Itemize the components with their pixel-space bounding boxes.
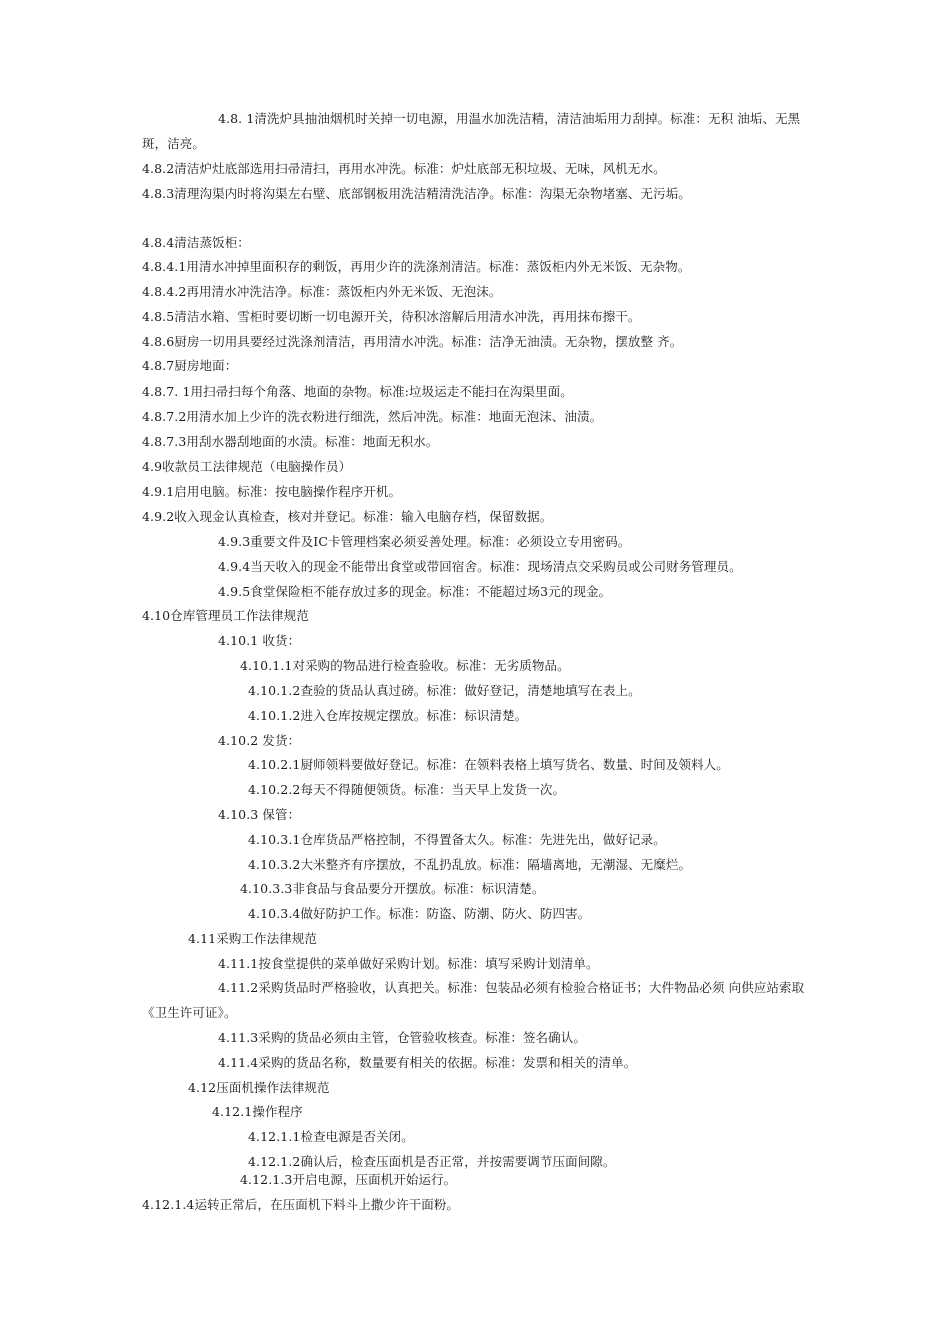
paragraph-4-10-3-1: 4.10.3.1仓库货品严格控制，不得置备太久。标准：先进先出，做好记录。 [248,832,666,847]
paragraph-4-8-7: 4.8.7厨房地面： [142,358,238,373]
paragraph-4-12-1-2: 4.12.1.2确认后，检查压面机是否正常，并按需要调节压面间隙。 [248,1154,616,1169]
paragraph-4-12-1-4: 4.12.1.4运转正常后，在压面机下料斗上撒少许干面粉。 [142,1197,460,1212]
paragraph-4-11-1: 4.11.1按食堂提供的菜单做好采购计划。标准：填写采购计划清单。 [218,956,599,971]
paragraph-4-10-3-2: 4.10.3.2大米整齐有序摆放，不乱扔乱放。标准：隔墙离地，无潮湿、无糜烂。 [248,857,692,872]
paragraph-4-8-6: 4.8.6厨房一切用具要经过洗涤剂清洁，再用清水冲洗。标准：洁净无油渍。无杂物，摆放整 齐。 [142,334,683,349]
section-heading-4-12: 4.12压面机操作法律规范 [188,1080,330,1095]
paragraph-4-9-3: 4.9.3重要文件及IC卡管理档案必须妥善处理。标准：必须设立专用密码。 [218,534,631,549]
paragraph-4-10-1-2b: 4.10.1.2进入仓库按规定摆放。标准：标识清楚。 [248,708,528,723]
paragraph-4-9-2: 4.9.2收入现金认真检查，核对并登记。标准：输入电脑存档，保留数据。 [142,509,553,524]
paragraph-4-8-3: 4.8.3清理沟渠内时将沟渠左右壁、底部钢板用洗洁精清洗洁净。标准：沟渠无杂物堵塞、无污垢。 [142,186,691,201]
paragraph-4-12-1-1: 4.12.1.1检查电源是否关闭。 [248,1129,414,1144]
paragraph-4-10-1-2a: 4.10.1.2查验的货品认真过磅。标准：做好登记，清楚地填写在表上。 [248,683,641,698]
paragraph-4-8-4-2: 4.8.4.2再用清水冲洗洁净。标准：蒸饭柜内外无米饭、无泡沫。 [142,284,502,299]
paragraph-4-8-4: 4.8.4清洁蒸饭柜： [142,235,250,250]
section-heading-4-11: 4.11采购工作法律规范 [188,931,318,946]
paragraph-4-12-1-3: 4.12.1.3开启电源，压面机开始运行。 [240,1172,457,1187]
paragraph-4-10-3-4: 4.10.3.4做好防护工作。标准：防盗、防潮、防火、防四害。 [248,906,591,921]
paragraph-4-10-2-2: 4.10.2.2每天不得随便领货。标准：当天早上发货一次。 [248,782,566,797]
paragraph-4-10-1-1: 4.10.1.1对采购的物品进行检查验收。标准：无劣质物品。 [240,658,570,673]
paragraph-4-8-1: 4.8. 1清洗炉具抽油烟机时关掉一切电源，用温水加洗洁精，清洁油垢用力刮掉。标准：无积 油垢、无黑斑，洁亮。 [142,111,801,151]
subheading-4-10-3: 4.10.3 保管： [218,807,301,822]
subheading-4-10-1: 4.10.1 收货： [218,633,301,648]
section-heading-4-9: 4.9收款员工法律规范（电脑操作员） [142,459,352,474]
paragraph-4-8-7-1: 4.8.7. 1用扫帚扫每个角落、地面的杂物。标准:垃圾运走不能扫在沟渠里面。 [142,384,573,399]
paragraph-4-10-2-1: 4.10.2.1厨师领料要做好登记。标准：在领料表格上填写货名、数量、时间及领料人。 [248,757,729,772]
paragraph-4-10-3-3: 4.10.3.3非食品与食品要分开摆放。标准：标识清楚。 [240,881,545,896]
paragraph-4-8-5: 4.8.5清洁水箱、雪柜时要切断一切电源开关，待积冰溶解后用清水冲洗，再用抹布擦干。 [142,309,641,324]
paragraph-4-9-1: 4.9.1启用电脑。标准：按电脑操作程序开机。 [142,484,402,499]
paragraph-4-8-2: 4.8.2清洁炉灶底部选用扫帚清扫，再用水冲洗。标准：炉灶底部无积垃圾、无味，风机无水。 [142,161,666,176]
paragraph-4-11-3: 4.11.3采购的货品必须由主管，仓管验收核查。标准：签名确认。 [218,1030,586,1045]
paragraph-4-9-5: 4.9.5食堂保险柜不能存放过多的现金。标准：不能超过场3元的现金。 [218,584,612,599]
paragraph-4-8-7-3: 4.8.7.3用刮水器刮地面的水渍。标准：地面无积水。 [142,434,439,449]
subheading-4-12-1: 4.12.1操作程序 [212,1104,303,1119]
section-heading-4-10: 4.10仓库管理员工作法律规范 [142,608,309,623]
paragraph-4-8-4-1: 4.8.4.1用清水冲掉里面积存的剩饭，再用少许的洗涤剂清洁。标准：蒸饭柜内外无米饭、无杂物。 [142,259,691,274]
paragraph-4-11-4: 4.11.4采购的货品名称，数量要有相关的依据。标准：发票和相关的清单。 [218,1055,637,1070]
paragraph-4-9-4: 4.9.4当天收入的现金不能带出食堂或带回宿舍。标准：现场清点交采购员或公司财务管理员。 [218,559,742,574]
subheading-4-10-2: 4.10.2 发货： [218,733,301,748]
paragraph-4-11-2: 4.11.2采购货品时严格验收，认真把关。标准：包装品必须有检验合格证书；大件物品必须 向供应站索取《卫生许可证》。 [142,980,805,1020]
paragraph-4-8-7-2: 4.8.7.2用清水加上少许的洗衣粉进行细洗，然后冲洗。标准：地面无泡沫、油渍。 [142,409,603,424]
